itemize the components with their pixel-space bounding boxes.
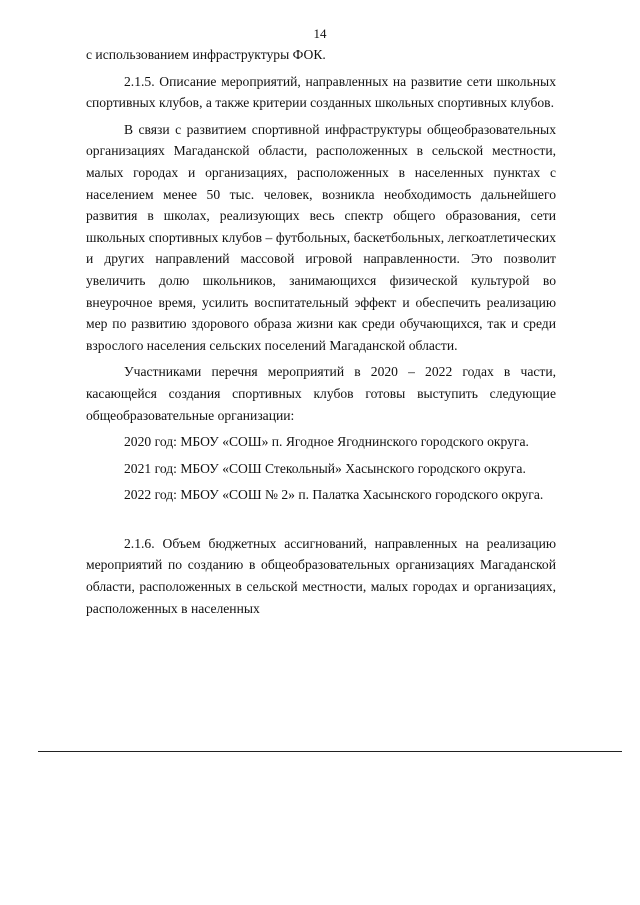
paragraph-sports-infrastructure: В связи с развитием спортивной инфраструктуры общеобразовательных организациях Магаданской области, расположенных в сельской местности, малых городах и организациях, расположенных в населенных пунктах с населением менее 50 тыс. человек, возникла необходимость дальнейшего развития в школах, реализующих весь спектр общего образования, сети школьных спортивных клубов – футбольных, баскетбольных, легкоатлетических и других направлений массовой игровой направленности. Это позволит увеличить долю школьников, занимающихся физической культурой во внеурочное время, усилить воспитательный эффект и обеспечить реализацию мер по развитию здорового образа жизни как среди обучающихся, так и среди взрослого населения сельских поселений Магаданской области. <box>86 121 556 353</box>
paragraph-year-2021: 2021 год: МБОУ «СОШ Стекольный» Хасынского городского округа. <box>124 460 526 476</box>
paragraph-infrastructure-continuation: с использованием инфраструктуры ФОК. <box>86 47 326 62</box>
paragraph-participants: Участниками перечня мероприятий в 2020 – 2022 годах в части, касающейся создания спортивных клубов готовы выступить следующие общеобразовательные организации: <box>86 364 556 423</box>
document-body <box>86 44 556 619</box>
paragraph-year-2022: 2022 год: МБОУ «СОШ № 2» п. Палатка Хасынского городского округа. <box>124 487 544 503</box>
bottom-divider <box>38 751 622 752</box>
paragraph-year-2020: 2020 год: МБОУ «СОШ» п. Ягодное Ягоднинского городского округа. <box>124 434 529 450</box>
page-number: 14 <box>313 26 327 41</box>
paragraph-section-2-1-6: 2.1.6. Объем бюджетных ассигнований, направленных на реализацию мероприятий по созданию в общеобразовательных организациях Магаданской области, расположенных в сельской местности, малых городах и организациях, расположенных в населенных <box>86 535 556 616</box>
paragraph-section-2-1-5: 2.1.5. Описание мероприятий, направленных на развитие сети школьных спортивных клубов, а также критерии созданных школьных спортивных клубов. <box>86 73 556 111</box>
